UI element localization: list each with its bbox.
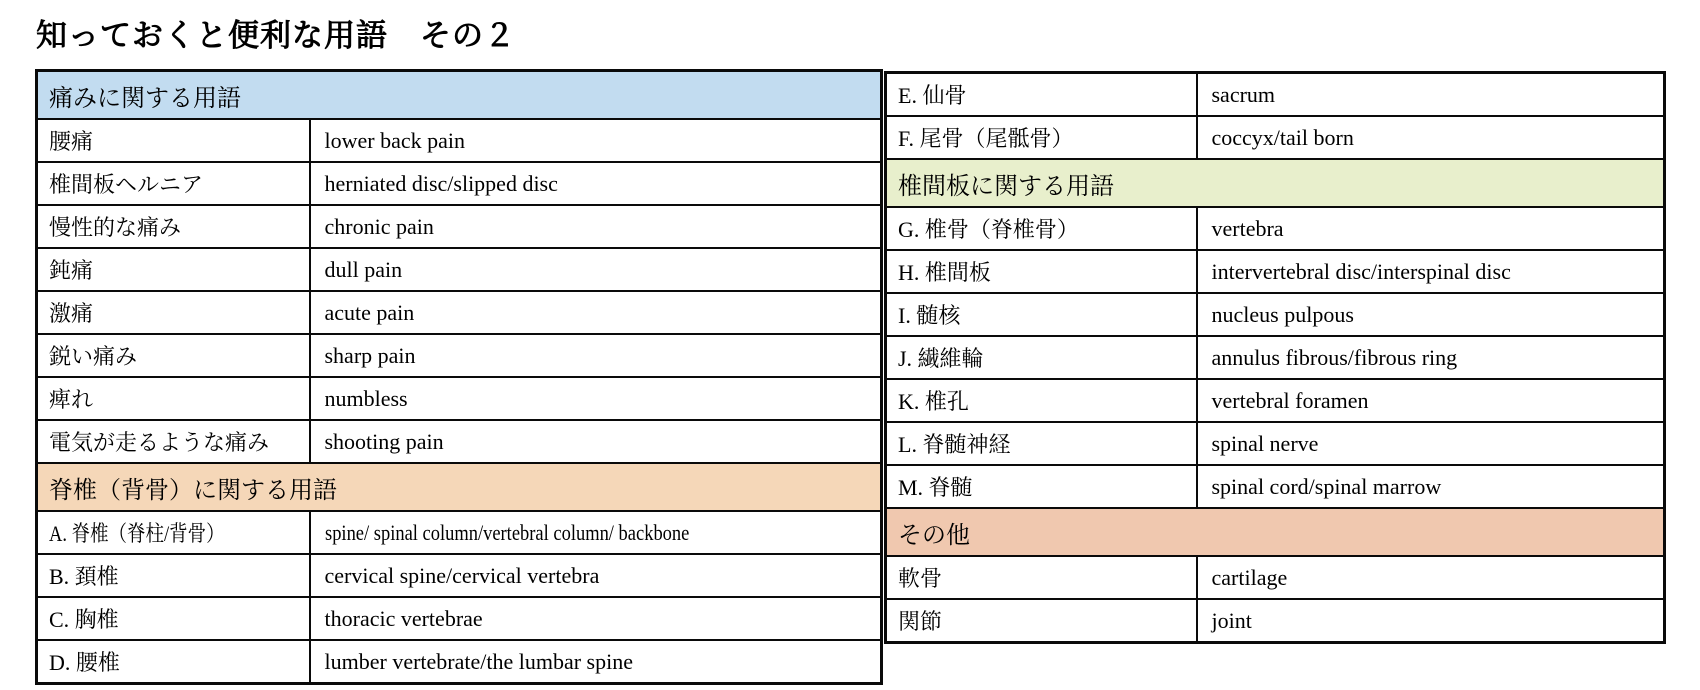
- term-english-cell: [310, 640, 882, 684]
- term-japanese: M. 脊髄: [898, 475, 973, 500]
- term-japanese-cell: [886, 73, 1197, 117]
- table-row: [886, 73, 1665, 117]
- section-header: 脊椎（背骨）に関する用語: [37, 463, 882, 511]
- section-header: その他: [886, 508, 1665, 556]
- term-japanese: 痺れ: [49, 387, 94, 412]
- term-english: spinal cord/spinal marrow: [1211, 473, 1442, 499]
- term-english: cartilage: [1211, 564, 1288, 590]
- term-english: coccyx/tail born: [1211, 124, 1354, 150]
- term-english: thoracic vertebrae: [324, 605, 483, 631]
- terms-table-left: [35, 69, 883, 685]
- term-english: acute pain: [324, 299, 415, 325]
- term-english-cell: [310, 377, 882, 420]
- table-row: [886, 465, 1665, 508]
- term-english: vertebral foramen: [1211, 387, 1369, 413]
- term-english-cell: [310, 119, 882, 162]
- term-japanese: D. 腰椎: [49, 650, 120, 675]
- term-japanese-cell: [886, 116, 1197, 159]
- term-japanese-cell: [886, 422, 1197, 465]
- term-english-cell: [310, 597, 882, 640]
- term-japanese-cell: [37, 334, 310, 377]
- term-english-cell: [1197, 336, 1665, 379]
- term-english-cell: [1197, 379, 1665, 422]
- term-japanese: B. 頚椎: [49, 564, 119, 589]
- section-header: 椎間板に関する用語: [886, 159, 1665, 207]
- table-row: [886, 116, 1665, 159]
- term-english-cell: [310, 291, 882, 334]
- term-japanese-cell: [37, 162, 310, 205]
- table-row: [37, 162, 882, 205]
- term-english-cell: [1197, 207, 1665, 250]
- term-japanese-cell: [37, 205, 310, 248]
- term-english: lower back pain: [324, 127, 465, 153]
- term-english: chronic pain: [324, 213, 434, 239]
- term-english: lumber vertebrate/the lumbar spine: [324, 648, 633, 674]
- term-japanese-cell: [886, 250, 1197, 293]
- table-row: [37, 291, 882, 334]
- term-japanese: H. 椎間板: [898, 260, 991, 285]
- term-japanese: 椎間板ヘルニア: [49, 172, 204, 197]
- table-row: [37, 420, 882, 463]
- table-row: [37, 554, 882, 597]
- term-english: shooting pain: [324, 428, 444, 454]
- term-english: vertebra: [1211, 215, 1284, 241]
- term-english: cervical spine/cervical vertebra: [324, 562, 600, 588]
- term-japanese: G. 椎骨（脊椎骨）: [898, 217, 1079, 242]
- table-row: [886, 599, 1665, 643]
- page-title: 知っておくと便利な用語 その２: [36, 18, 516, 53]
- term-english-cell: [1197, 422, 1665, 465]
- term-english: dull pain: [324, 256, 403, 282]
- term-english-cell: [310, 554, 882, 597]
- table-row: [886, 207, 1665, 250]
- term-japanese: I. 髄核: [898, 303, 961, 328]
- term-japanese: 関節: [898, 609, 943, 634]
- table-row: [37, 597, 882, 640]
- term-english-cell: [310, 334, 882, 377]
- term-japanese-cell: [886, 293, 1197, 336]
- term-japanese: J. 繊維輪: [898, 346, 984, 371]
- term-japanese-cell: [37, 511, 310, 554]
- term-japanese-cell: [37, 420, 310, 463]
- table-row: [886, 379, 1665, 422]
- term-japanese: 激痛: [49, 301, 94, 326]
- term-english: spinal nerve: [1211, 430, 1319, 456]
- term-japanese-cell: [886, 207, 1197, 250]
- table-row: [886, 293, 1665, 336]
- term-japanese: 腰痛: [49, 129, 94, 154]
- term-english-cell: [1197, 73, 1665, 117]
- term-japanese: C. 胸椎: [49, 607, 119, 632]
- term-english-cell: [1197, 293, 1665, 336]
- term-japanese-cell: [37, 119, 310, 162]
- table-row: [37, 119, 882, 162]
- table-row: [37, 377, 882, 420]
- term-japanese: 電気が走るような痛み: [49, 430, 270, 455]
- table-row: [886, 250, 1665, 293]
- term-english: sacrum: [1211, 81, 1276, 107]
- term-english: annulus fibrous/fibrous ring: [1211, 344, 1458, 370]
- term-japanese-cell: [886, 336, 1197, 379]
- terms-table-right-body: [886, 73, 1665, 643]
- term-english-cell: [310, 248, 882, 291]
- term-english-cell: [1197, 465, 1665, 508]
- term-japanese: 慢性的な痛み: [49, 215, 182, 240]
- term-japanese-cell: [37, 248, 310, 291]
- term-japanese-cell: [37, 291, 310, 334]
- section-header-row: [886, 508, 1665, 556]
- term-japanese-cell: [37, 597, 310, 640]
- table-row: [37, 205, 882, 248]
- term-english-cell: [310, 420, 882, 463]
- term-japanese: E. 仙骨: [898, 83, 967, 108]
- section-header-row: [37, 71, 882, 120]
- table-row: [886, 556, 1665, 599]
- term-japanese: F. 尾骨（尾骶骨）: [898, 126, 1074, 151]
- term-english-cell: [1197, 250, 1665, 293]
- term-japanese-cell: [886, 599, 1197, 643]
- terms-table-right: [884, 71, 1666, 644]
- term-english-cell: [310, 162, 882, 205]
- term-japanese-cell: [37, 640, 310, 684]
- section-header: 痛みに関する用語: [37, 71, 882, 120]
- term-japanese: 鋭い痛み: [49, 344, 138, 369]
- term-japanese: K. 椎孔: [898, 389, 969, 414]
- term-japanese: L. 脊髄神経: [898, 432, 1011, 457]
- term-english: herniated disc/slipped disc: [324, 170, 558, 196]
- terms-table-left-body: [37, 71, 882, 684]
- term-japanese: 鈍痛: [49, 258, 94, 283]
- term-english: intervertebral disc/interspinal disc: [1211, 258, 1511, 284]
- term-japanese-cell: [886, 379, 1197, 422]
- section-header-row: [37, 463, 882, 511]
- term-japanese: 軟骨: [898, 566, 943, 591]
- term-english-cell: [310, 205, 882, 248]
- table-row: [37, 511, 882, 554]
- term-english: spine/ spinal column/vertebral column/ backbone: [324, 519, 689, 545]
- table-row: [37, 248, 882, 291]
- term-english-cell: [1197, 556, 1665, 599]
- term-japanese: A. 脊椎（脊柱/背骨）: [49, 521, 225, 546]
- term-english-cell: [310, 511, 882, 554]
- term-japanese-cell: [37, 377, 310, 420]
- term-english: joint: [1211, 607, 1252, 633]
- table-row: [886, 422, 1665, 465]
- term-english: nucleus pulpous: [1211, 301, 1354, 327]
- term-japanese-cell: [886, 465, 1197, 508]
- term-english-cell: [1197, 599, 1665, 643]
- term-english: sharp pain: [324, 342, 416, 368]
- table-row: [886, 336, 1665, 379]
- term-japanese-cell: [886, 556, 1197, 599]
- table-row: [37, 640, 882, 684]
- section-header-row: [886, 159, 1665, 207]
- term-english: numbless: [324, 385, 408, 411]
- term-japanese-cell: [37, 554, 310, 597]
- table-row: [37, 334, 882, 377]
- term-english-cell: [1197, 116, 1665, 159]
